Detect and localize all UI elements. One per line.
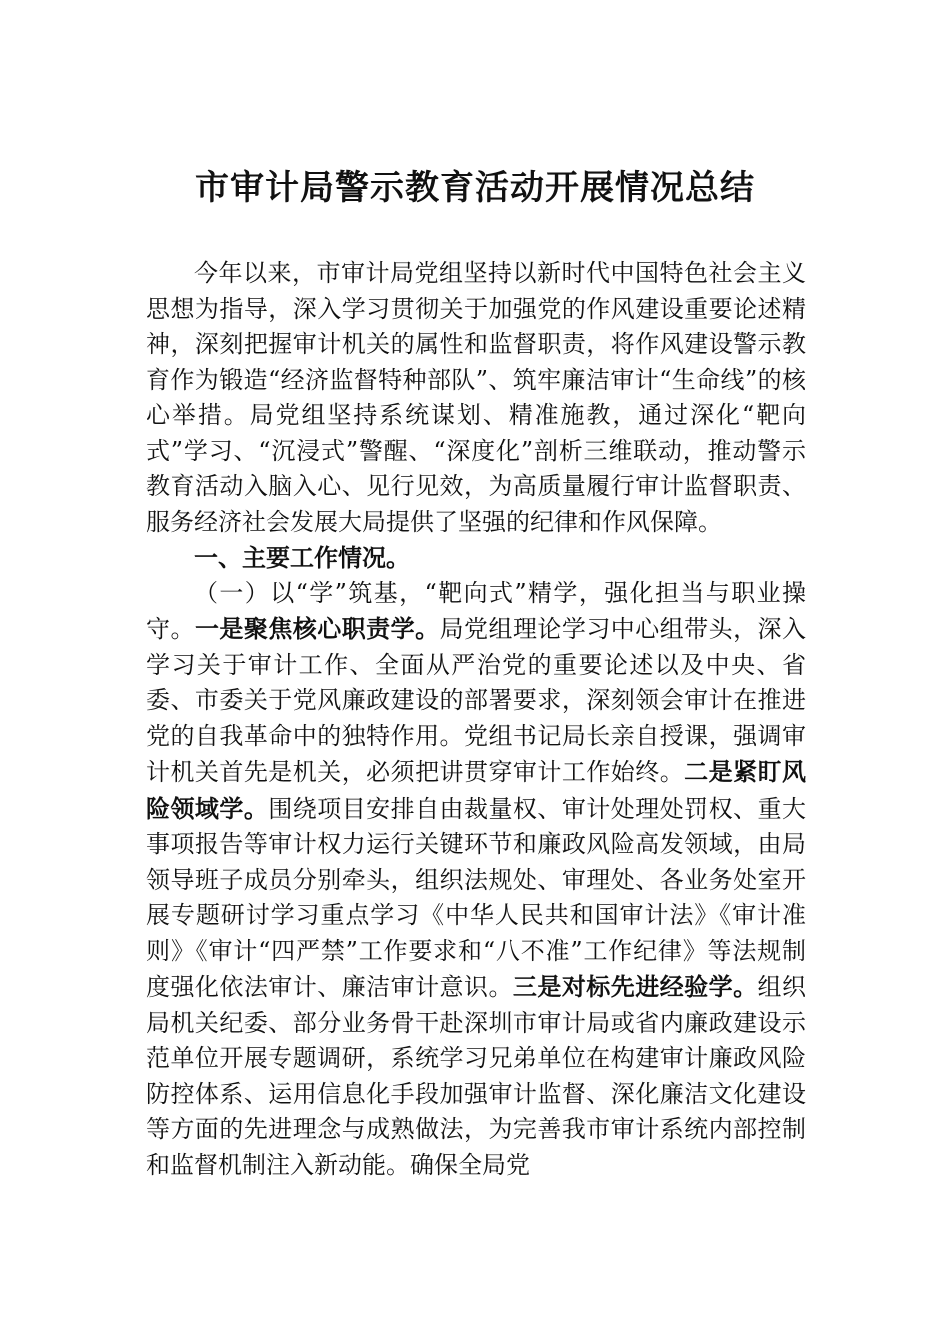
section-heading: 一、主要工作情况。 bbox=[194, 543, 410, 572]
point-1-text: 局党组理论学习中心组带头，深入学习关于审计工作、全面从严治党的重要论述以及中央、省委、市委关于党风廉政建设的部署要求，深刻领会审计在推进党的自我革命中的独特作用。党组书记局长亲自授课，强调审计机关首先是机关，必须把讲贯穿审计工作始终。 bbox=[146, 615, 807, 786]
intro-paragraph: 今年以来，市审计局党组坚持以新时代中国特色社会主义思想为指导，深入学习贯彻关于加强党的作风建设重要论述精神，深刻把握审计机关的属性和监督职责，将作风建设警示教育作为锻造“经济监督特种部队”、筑牢廉洁审计“生命线”的核心举措。局党组坚持系统谋划、精准施教，通过深化“靶向式”学习、“沉浸式”警醒、“深度化”剖析三维联动，推动警示教育活动入脑入心、见行见效，为高质量履行审计监督职责、服务经济社会发展大局提供了坚强的纪律和作风保障。 bbox=[146, 259, 806, 536]
point-2-label: 二是紧盯风险领域学。 bbox=[146, 757, 807, 823]
point-2-text: 围绕项目安排自由裁量权、审计处理处罚权、重大事项报告等审计权力运行关键环节和廉政风险高发领域，由局领导班子成员分别牵头，组织法规处、审理处、各业务处室开展专题研讨学习重点学习《中华人民共和国审计法》《审计准则》《审计“四严禁”工作要求和“八不准”工作纪律》等法规制度强化依法审计、廉洁审计意识。 bbox=[146, 794, 807, 1001]
point-3-label: 三是对标先进经验学。 bbox=[512, 972, 758, 1001]
document-title: 市审计局警示教育活动开展情况总结 bbox=[195, 168, 755, 208]
point-1-label: 一是聚焦核心职责学。 bbox=[194, 614, 440, 643]
subsection-paragraph bbox=[146, 576, 806, 1184]
document-body bbox=[146, 256, 806, 1183]
subsection-heading: （一）以“学”筑基，“靶向式”精学，强化担当与职业操守。 bbox=[146, 578, 806, 643]
point-3-text: 组织局机关纪委、部分业务骨干赴深圳市审计局或省内廉政建设示范单位开展专题调研，系统学习兄弟单位在构建审计廉政风险防控体系、运用信息化手段加强审计监督、深化廉洁文化建设等方面的先进理念与成熟做法，为完善我市审计系统内部控制和监督机制注入新动能。确保全局党 bbox=[146, 973, 807, 1179]
